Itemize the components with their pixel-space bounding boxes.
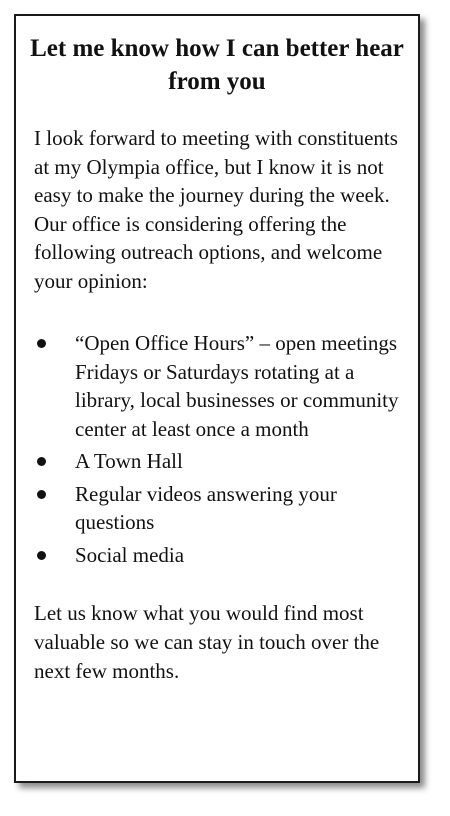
- intro-paragraph: I look forward to meeting with constituents at my Olympia office, but I know it is not easy to make the journey during the week. Our office is considering offering the following outreach options, and welcome your opinion:: [34, 126, 398, 293]
- bullet-icon: [37, 339, 46, 348]
- closing-paragraph: Let us know what you would find most valuable so we can stay in touch over the next few months.: [34, 601, 380, 683]
- outreach-options-list: [34, 329, 412, 569]
- notice-box: [14, 14, 420, 783]
- bullet-icon: [37, 490, 46, 499]
- list-item: [34, 447, 412, 476]
- list-item: [34, 541, 412, 570]
- option-text: Social media: [75, 542, 185, 567]
- notice-title: Let me know how I can better hear from you: [30, 35, 404, 95]
- bullet-icon: [37, 457, 46, 466]
- bullet-icon: [37, 551, 46, 560]
- option-text: A Town Hall: [75, 449, 183, 473]
- list-item: [34, 480, 412, 537]
- option-text: “Open Office Hours” – open meetings Fridays or Saturdays rotating at a library, local businesses or community center at least once a month: [75, 331, 399, 441]
- option-text: Regular videos answering your questions: [75, 481, 337, 534]
- list-item: [34, 329, 412, 443]
